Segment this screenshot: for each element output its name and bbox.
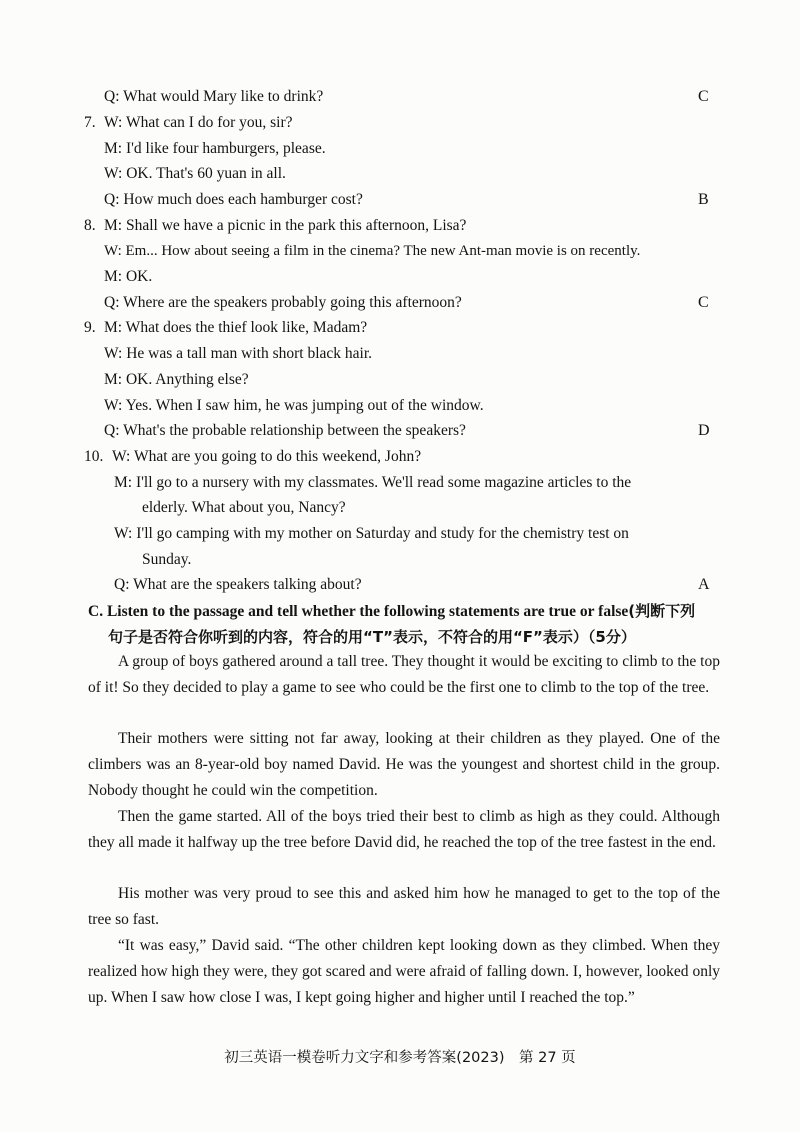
section-c-heading-en: C. Listen to the passage and tell whether the following statements are true or false <box>88 603 629 620</box>
dialogue-10-line-3: elderly. What about you, Nancy? <box>142 499 346 516</box>
answer-6: C <box>698 88 709 105</box>
passage-paragraph-4: His mother was very proud to see this and asked him how he managed to get to the top of the tree so fast. <box>88 885 720 928</box>
question-6: Q: What would Mary like to drink? <box>104 88 324 105</box>
dialogue-7-line-3: W: OK. That's 60 yuan in all. <box>104 165 286 182</box>
dialogue-10-line-5: Sunday. <box>142 551 192 568</box>
dialogue-10-line-1: W: What are you going to do this weekend, John? <box>112 448 422 465</box>
dialogue-7-number: 7. <box>84 114 96 131</box>
dialogue-8-line-1: M: Shall we have a picnic in the park this afternoon, Lisa? <box>104 217 467 234</box>
passage-paragraph-1: A group of boys gathered around a tall tree. They thought it would be exciting to climb to the top of it! So they decided to play a game to see who could be the first one to climb to the top of the tree. <box>88 653 720 696</box>
question-7: Q: How much does each hamburger cost? <box>104 191 363 208</box>
answer-8: C <box>698 294 709 311</box>
answer-10: A <box>698 576 710 593</box>
answer-7: B <box>698 191 709 208</box>
dialogue-7-line-2: M: I'd like four hamburgers, please. <box>104 140 326 157</box>
dialogue-9-line-1: M: What does the thief look like, Madam? <box>104 319 368 336</box>
section-c-heading <box>88 601 695 622</box>
question-10: Q: What are the speakers talking about? <box>114 576 362 593</box>
dialogue-8-line-2: W: Em... How about seeing a film in the cinema? The new Ant-man movie is on recently. <box>104 243 641 259</box>
dialogue-9-line-3: M: OK. Anything else? <box>104 371 249 388</box>
dialogue-10-number: 10. <box>84 448 104 465</box>
passage-paragraph-3: Then the game started. All of the boys tried their best to climb as high as they could. Although they all made it halfway up the tree before David did, he reached the top of the tree fastest in the end. <box>88 808 720 851</box>
passage-paragraph-5: “It was easy,” David said. “The other children kept looking down as they climbed. When they realized how high they were, they got scared and were afraid of falling down. I, however, looked only up. When I saw how close I was, I kept going higher and higher until I reached the top.” <box>88 937 720 1006</box>
dialogue-7-line-1: W: What can I do for you, sir? <box>104 114 293 131</box>
passage-paragraph-2: Their mothers were sitting not far away, looking at their children as they played. One of the climbers was an 8-year-old boy named David. He was the youngest and shortest child in the group. Nobody thought he could win the competition. <box>88 730 720 799</box>
question-9: Q: What's the probable relationship between the speakers? <box>104 422 466 439</box>
dialogue-8-number: 8. <box>84 217 96 234</box>
dialogue-10-line-4: W: I'll go camping with my mother on Saturday and study for the chemistry test on <box>114 525 629 542</box>
dialogue-8-line-3: M: OK. <box>104 268 153 285</box>
section-c-heading-cn-1: (判断下列 <box>628 602 696 620</box>
question-8: Q: Where are the speakers probably going this afternoon? <box>104 294 462 311</box>
dialogue-9-line-2: W: He was a tall man with short black hair. <box>104 345 373 362</box>
answer-9: D <box>698 422 710 439</box>
section-c-heading-cn-2: 句子是否符合你听到的内容，符合的用“T”表示，不符合的用“F”表示）（5分） <box>108 628 636 646</box>
dialogue-10-line-2: M: I'll go to a nursery with my classmates. We'll read some magazine articles to the <box>114 474 632 491</box>
dialogue-9-line-4: W: Yes. When I saw him, he was jumping out of the window. <box>104 397 484 414</box>
page-footer: 初三英语一模卷听力文字和参考答案(2023) 第 27 页 <box>224 1050 576 1066</box>
dialogue-9-number: 9. <box>84 319 96 336</box>
